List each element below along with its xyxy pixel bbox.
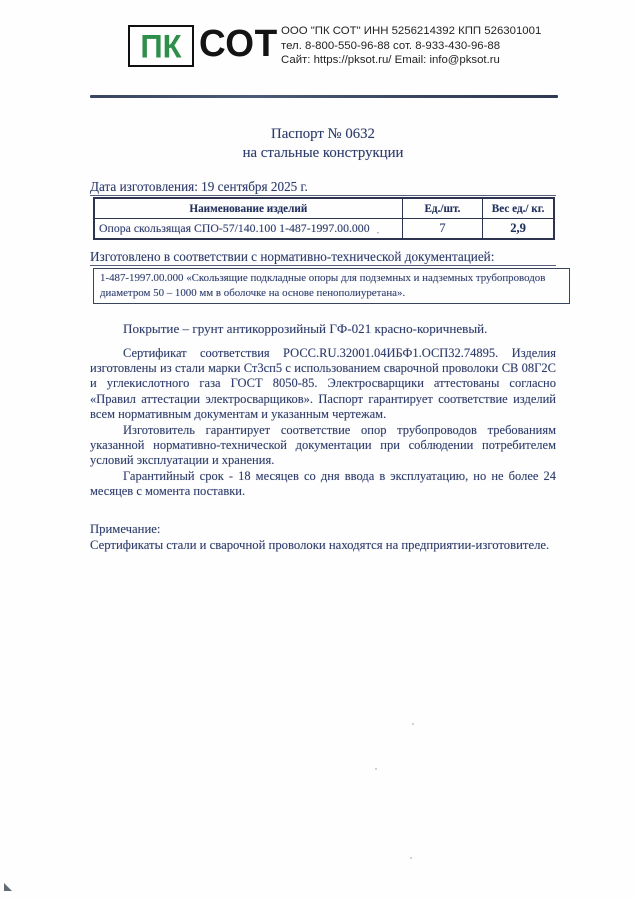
manufacture-date-line: Дата изготовления: 19 сентября 2025 г.: [90, 179, 556, 196]
company-site-email: Сайт: https://pksot.ru/ Email: info@pksot.ru: [281, 54, 500, 67]
scan-speck-mark: ˏ: [376, 223, 380, 234]
item-name-cell: [94, 219, 402, 240]
items-table: [93, 197, 555, 240]
col-header-name: Наименование изделий: [94, 198, 402, 219]
ntd-reference-box: 1-487-1997.00.000 «Скользящие подкладные опоры для подземных и надземных трубопроводов диаметром 50 – 1000 мм в оболочке на основе пенополиуретана».: [93, 268, 570, 304]
scan-corner-artifact: [4, 883, 12, 891]
logo-pk-text: ПК: [140, 27, 182, 65]
header-divider-line: [90, 95, 558, 98]
item-name-text: Опора скользящая СПО-57/140.100 1-487-1997.00.000: [99, 221, 370, 235]
item-weight-cell: 2,9: [483, 219, 554, 240]
warranty-paragraph-2: Гарантийный срок - 18 месяцев со дня ввода в эксплуатацию, но не более 24 месяцев с момента поставки.: [90, 468, 556, 499]
table-header-row: [94, 198, 554, 219]
certificate-paragraph: Сертификат соответствия РОСС.RU.32001.04ИБФ1.ОСП32.74895. Изделия изготовлены из стали марки Ст3сп5 с использованием сварочной проволоки СВ 08Г2С и углекислотного газа ГОСТ 8050-85. Электросварщики аттестованы согласно «Правил аттестации электросварщиков». Паспорт гарантирует соответствие изделий всем нормативным документам и указанным чертежам.: [90, 345, 556, 422]
logo-sot-text: СОТ: [199, 22, 278, 65]
title-line-1: Паспорт № 0632: [271, 126, 375, 142]
title-line-2: на стальные конструкции: [242, 145, 404, 161]
note-text: Сертификаты стали и сварочной проволоки находятся на предприятии-изготовителе.: [90, 537, 550, 552]
scan-speck: [375, 768, 377, 770]
company-requisites: ООО "ПК СОТ" ИНН 5256214392 КПП 526301001: [281, 25, 542, 37]
document-body: [90, 120, 556, 553]
scan-speck: [410, 857, 412, 859]
scan-speck: [412, 723, 414, 725]
company-logo: [128, 25, 194, 67]
col-header-weight: Вес ед./ кг.: [483, 198, 554, 219]
company-phones: тел. 8-800-550-96-88 сот. 8-933-430-96-88: [281, 39, 501, 52]
note-label: Примечание:: [90, 521, 161, 536]
ntd-heading: Изготовлено в соответствии с нормативно-технической документацией:: [90, 249, 556, 266]
document-title: [90, 125, 556, 163]
col-header-qty: Ед./шт.: [402, 198, 483, 219]
table-row: [94, 219, 554, 240]
coating-paragraph: Покрытие – грунт антикоррозийный ГФ-021 красно-коричневый.: [123, 321, 488, 337]
warranty-paragraph-1: Изготовитель гарантирует соответствие опор трубопроводов требованиям указанной нормативно-технической документации при соблюдении потребителем условий эксплуатации и хранения.: [90, 422, 556, 468]
item-qty-cell: 7: [402, 219, 483, 240]
company-contact-block: [281, 24, 541, 68]
